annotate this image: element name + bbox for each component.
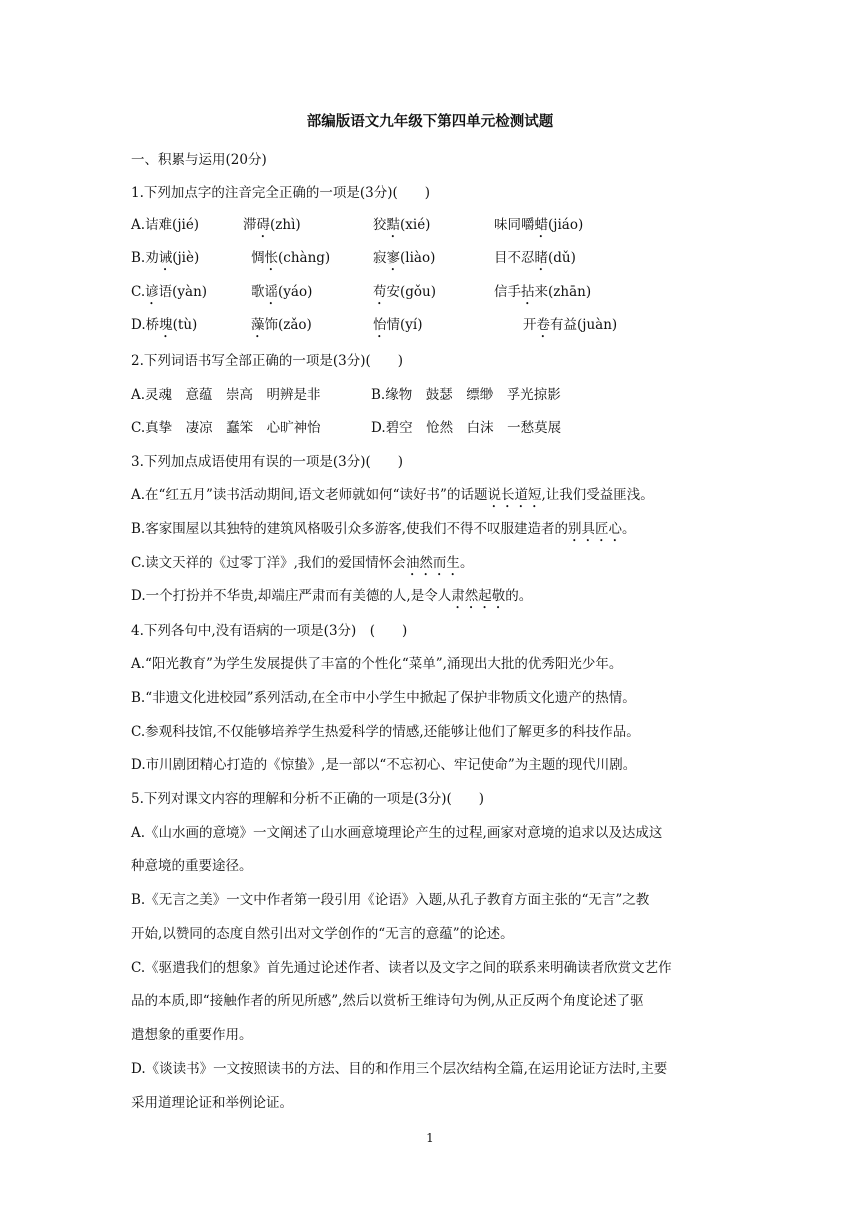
q1-b-item-1: B.劝诫(jiè) [131,250,200,266]
q5-option-c-line-3: 遣想象的重要作用。 [131,1027,253,1043]
q4-option-c: C.参观科技馆,不仅能够培养学生热爱科学的情感,还能够让他们了解更多的科技作品。 [131,724,640,740]
q1-c-item-3: 苟安(gǒu) [373,284,436,300]
q5-option-b-line-2: 开始,以赞同的态度自然引出对文学创作的“无言的意蕴”的论述。 [131,926,514,942]
q2-option-b: B.缘物 鼓瑟 缥缈 孚光掠影 [371,387,561,403]
q1-b-item-3: 寂寥(liào) [373,250,436,266]
q4-option-b: B.“非遗文化进校园”系列活动,在全市中小学生中掀起了保护非物质文化遗产的热情。 [131,690,636,706]
q4-option-a: A.“阳光教育”为学生发展提供了丰富的个性化“菜单”,涌现出大批的优秀阳光少年。 [131,656,623,672]
q3-option-d: D.一个打扮并不华贵,却端庄严肃而有美德的人,是令人肃然起敬的。 [131,588,533,604]
page-title: 部编版语文九年级下第四单元检测试题 [306,113,554,130]
q1-c-item-2: 歌谣(yáo) [251,284,313,300]
question-5-stem: 5.下列对课文内容的理解和分析不正确的一项是(3分)( ) [131,791,485,807]
q5-option-d-line-2: 采用道理论证和举例论证。 [131,1095,293,1111]
question-2-stem: 2.下列词语书写全部正确的一项是(3分)( ) [131,353,404,369]
q5-option-a-line-1: A.《山水画的意境》一文阐述了山水画意境理论产生的过程,画家对意境的追求以及达成这 [131,825,663,841]
q3-option-c: C.读文天祥的《过零丁洋》,我们的爱国情怀会油然而生。 [131,555,474,571]
q1-d-item-1: D.桥塊(tù) [131,317,198,333]
q2-option-d: D.碧空 怆然 白沫 一愁莫展 [371,420,562,436]
q1-a-item-1: A.诘难(jié) [131,217,200,233]
q5-option-d-line-1: D.《谈读书》一文按照读书的方法、目的和作用三个层次结构全篇,在运用论证方法时,主要 [131,1061,668,1077]
q5-option-b-line-1: B.《无言之美》一文中作者第一段引用《论语》入题,从孔子教育方面主张的“无言”之教 [131,892,650,908]
q5-option-a-line-2: 种意境的重要途径。 [131,858,253,874]
q1-a-item-3: 狡黠(xié) [373,217,431,233]
q2-option-a: A.灵魂 意蕴 崇高 明辨是非 [131,387,321,403]
q1-b-item-2: 惆怅(chàng) [251,250,331,266]
question-3-stem: 3.下列加点成语使用有误的一项是(3分)( ) [131,454,404,470]
q5-option-c-line-2: 品的本质,即“接触作者的所见所感”,然后以赏析王维诗句为例,从正反两个角度论述了驱 [131,993,644,1009]
q1-c-item-4: 信手拈来(zhān) [494,284,592,300]
q1-a-item-4: 味同嚼蜡(jiáo) [494,217,584,233]
page-number: 1 [426,1131,434,1145]
q1-d-item-2: 藻饰(zǎo) [251,317,312,333]
q4-option-d: D.市川剧团精心打造的《惊蛰》,是一部以“不忘初心、牢记使命”为主题的现代川剧。 [131,757,637,773]
q1-d-item-4: 开卷有益(juàn) [523,317,618,333]
q3-option-a: A.在“红五月”读书活动期间,语文老师就如何“读好书”的话题说长道短,让我们受益匪浅。 [131,487,654,503]
q1-c-item-1: C.谚语(yàn) [131,284,208,300]
question-1-stem: 1.下列加点字的注音完全正确的一项是(3分)( ) [131,185,431,201]
q1-a-item-2: 滞碍(zhì) [243,217,301,233]
q1-b-item-4: 目不忍睹(dǔ) [494,250,576,266]
q2-option-c: C.真挚 凄凉 蠢笨 心旷神怡 [131,420,321,436]
q3-option-b: B.客家围屋以其独特的建筑风格吸引众多游客,使我们不得不叹服建造者的别具匠心。 [131,521,636,537]
question-4-stem: 4.下列各句中,没有语病的一项是(3分) ( ) [131,623,408,639]
q5-option-c-line-1: C.《驱遣我们的想象》首先通过论述作者、读者以及文字之间的联系来明确读者欣赏文艺作 [131,960,672,976]
section-heading: 一、积累与运用(20分) [131,152,267,168]
q1-d-item-3: 怡情(yí) [373,317,423,333]
